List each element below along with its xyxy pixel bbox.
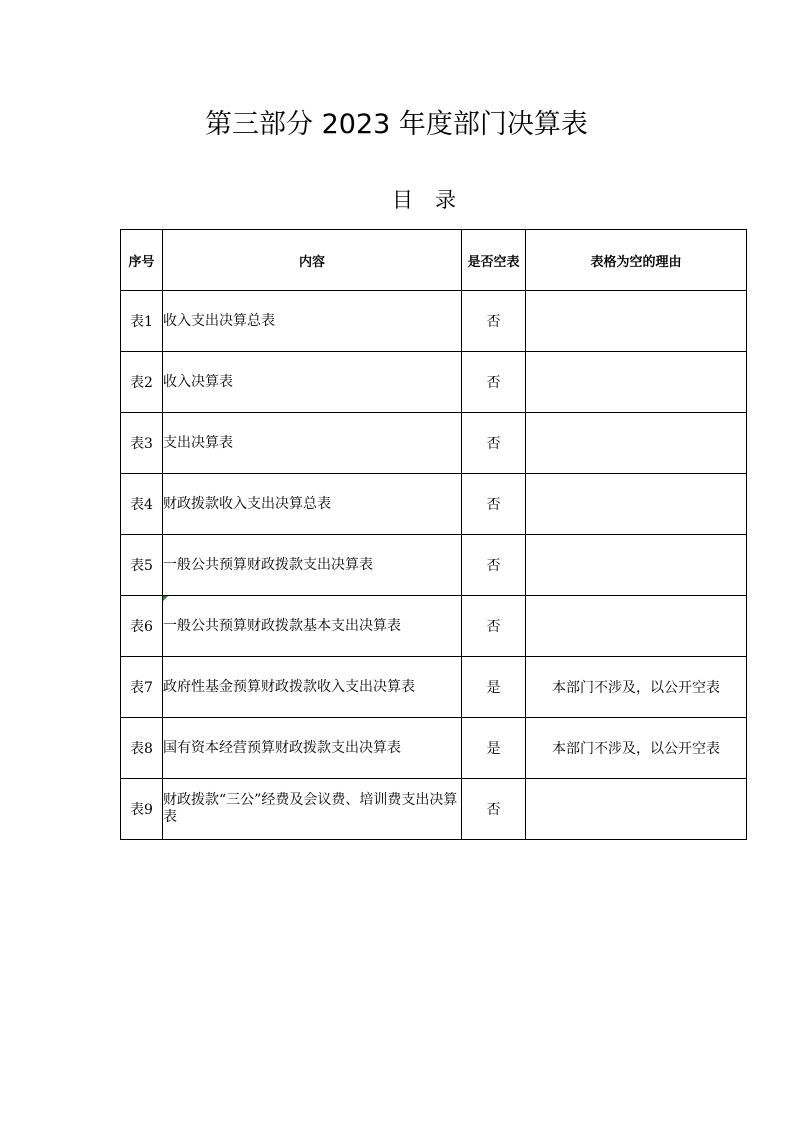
header-content: 内容 bbox=[163, 230, 462, 291]
row-is-empty: 否 bbox=[462, 291, 526, 352]
row-content: 收入支出决算总表 bbox=[163, 291, 462, 352]
row-content: 收入决算表 bbox=[163, 352, 462, 413]
table-row bbox=[121, 718, 747, 779]
header-no: 序号 bbox=[121, 230, 163, 291]
row-is-empty: 否 bbox=[462, 779, 526, 840]
row-content: 政府性基金预算财政拨款收入支出决算表 bbox=[163, 657, 462, 718]
row-content: 财政拨款“三公”经费及会议费、培训费支出决算表 bbox=[163, 779, 462, 840]
row-reason bbox=[526, 535, 747, 596]
row-is-empty: 否 bbox=[462, 413, 526, 474]
table-row bbox=[121, 779, 747, 840]
row-is-empty: 否 bbox=[462, 535, 526, 596]
row-no: 表2 bbox=[121, 352, 163, 413]
row-reason bbox=[526, 291, 747, 352]
catalog-heading: 目录 bbox=[392, 188, 478, 212]
row-no: 表1 bbox=[121, 291, 163, 352]
row-no: 表9 bbox=[121, 779, 163, 840]
row-content: 国有资本经营预算财政拨款支出决算表 bbox=[163, 718, 462, 779]
row-content bbox=[163, 596, 462, 657]
row-no: 表7 bbox=[121, 657, 163, 718]
cell-comment-marker bbox=[163, 596, 168, 601]
row-no: 表8 bbox=[121, 718, 163, 779]
table-row bbox=[121, 474, 747, 535]
row-no: 表6 bbox=[121, 596, 163, 657]
table-row bbox=[121, 535, 747, 596]
row-reason bbox=[526, 413, 747, 474]
row-reason: 本部门不涉及，以公开空表 bbox=[526, 657, 747, 718]
row-reason bbox=[526, 596, 747, 657]
catalog-table bbox=[120, 229, 747, 840]
row-reason: 本部门不涉及，以公开空表 bbox=[526, 718, 747, 779]
row-is-empty: 否 bbox=[462, 352, 526, 413]
row-content: 支出决算表 bbox=[163, 413, 462, 474]
header-is-empty: 是否空表 bbox=[462, 230, 526, 291]
row-is-empty: 否 bbox=[462, 474, 526, 535]
row-reason bbox=[526, 779, 747, 840]
row-reason bbox=[526, 352, 747, 413]
row-content-text: 一般公共预算财政拨款基本支出决算表 bbox=[163, 617, 401, 634]
row-no: 表5 bbox=[121, 535, 163, 596]
table-row bbox=[121, 657, 747, 718]
row-no: 表4 bbox=[121, 474, 163, 535]
table-row bbox=[121, 291, 747, 352]
table-header-row bbox=[121, 230, 747, 291]
table-row bbox=[121, 413, 747, 474]
row-content: 财政拨款收入支出决算总表 bbox=[163, 474, 462, 535]
header-reason: 表格为空的理由 bbox=[526, 230, 747, 291]
row-reason bbox=[526, 474, 747, 535]
page-title: 第三部分 2023 年度部门决算表 bbox=[205, 109, 588, 140]
row-is-empty: 是 bbox=[462, 718, 526, 779]
row-is-empty: 是 bbox=[462, 657, 526, 718]
row-is-empty: 否 bbox=[462, 596, 526, 657]
table-row bbox=[121, 596, 747, 657]
table-row bbox=[121, 352, 747, 413]
row-no: 表3 bbox=[121, 413, 163, 474]
row-content: 一般公共预算财政拨款支出决算表 bbox=[163, 535, 462, 596]
